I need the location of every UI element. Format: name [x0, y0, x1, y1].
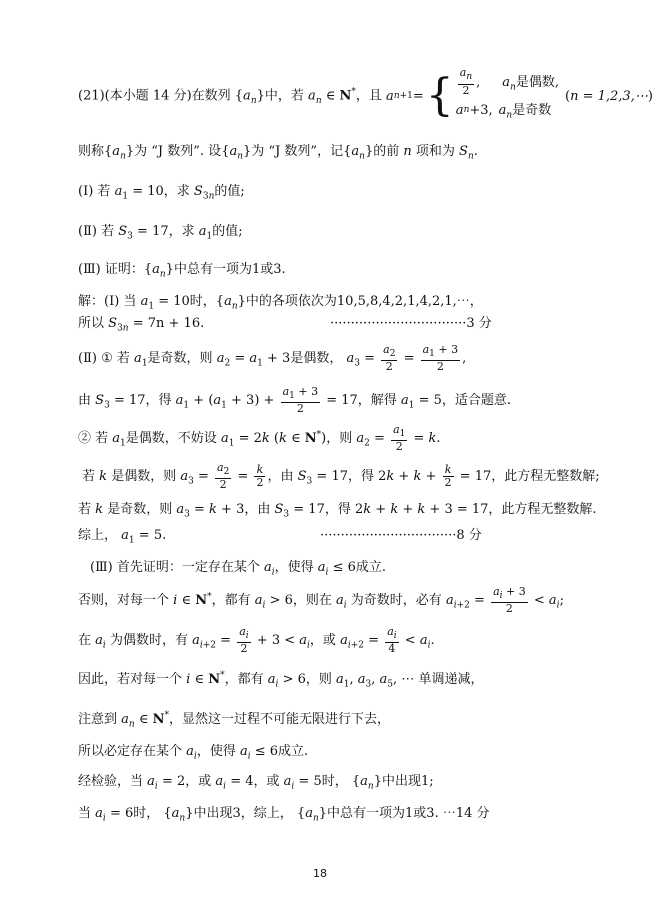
question-2: (Ⅱ) 若 $S_3 = 17$，求 $a_1$的值; — [78, 224, 243, 242]
solution-line-10: 否则，对每一个 i ∈ N*，都有 $a_i > 6$，则在 $a_i$ 为奇数时，必有 $a_{i+2}$ = $\frac{a_i + 3}{2}$ < $a_i$; — [78, 585, 564, 616]
problem-header: (21)(本小题 14 分)在数列 $\{a_n\}$中，若 $a_n$ ∈ N*，且 a n+1 = { $\frac{a_n}{2}$ , $a_n$是偶数, a n +3, $a_n$是奇数 (n = 1,2,3,⋯) — [78, 68, 653, 124]
score-3: ·································3 分 — [330, 316, 492, 331]
solution-line-8: 综上， $a_1 = 5$. — [78, 528, 167, 546]
solution-line-11: 在 $a_i$ 为偶数时，有 $a_{i+2}$ = $\frac{a_i}{2}$ + $3 < a_i$，或 $a_{i+2}$ = $\frac{a_i}{4}$ < $a_i$. — [78, 625, 435, 656]
solution-line-15: 经检验，当 $a_i = 2$，或 $a_i = 4$，或 $a_i = 5$时， $\{a_n\}$中出现1; — [78, 774, 434, 792]
solution-line-13: 注意到 $a_n$ ∈ N*，显然这一过程不可能无限进行下去， — [78, 710, 391, 730]
solution-line-1: 解：(Ⅰ) 当 $a_1 = 10$时，$\{a_n\}$中的各项依次为10,5,8,4,2,1,4,2,1,⋯， — [78, 294, 483, 312]
solution-line-14: 所以必定存在某个 $a_i$，使得 $a_i \le 6$成立. — [78, 744, 309, 762]
solution-line-4: 由 $S_3 = 17$，得 $a_1 + (a_1 + 3)$ + $\frac{a_1 + 3}{2}$ = 17，解得 $a_1 = 5$，适合题意. — [78, 385, 512, 416]
piecewise-definition: a n+1 = { $\frac{a_n}{2}$ , $a_n$是偶数, a n +3, $a_n$是奇数 (n = 1,2,3,⋯) — [386, 66, 653, 121]
solution-line-16: 当 $a_i = 6$时， $\{a_n\}$中出现3，综上， $\{a_n\}$中总有一项为1或3. ⋯14 分 — [78, 806, 490, 824]
definition-line: 则称$\{a_n\}$为 “J 数列”. 设$\{a_n\}$为 “J 数列”，记$\{a_n\}$的前 n 项和为 $S_n$. — [78, 144, 478, 162]
solution-line-5: ② 若 $a_1$是偶数，不妨设 $a_1 = 2k$ (k ∈ N*)，则 $a_2$ = $\frac{a_1}{2}$ = k. — [78, 423, 441, 454]
header-text: (21)(本小题 14 分)在数列 — [78, 88, 231, 104]
solution-line-3: (Ⅱ) ① 若 $a_1$是奇数，则 $a_2 = a_1 + 3$是偶数， $a_3$ = $\frac{a_2}{2}$ = $\frac{a_1 + 3}{2}$ , — [78, 343, 467, 374]
solution-line-7: 若 k 是奇数，则 $a_3 = k + 3$，由 $S_3 = 17$，得 2k + k + k + 3 = 17，此方程无整数解. — [78, 502, 597, 520]
solution-line-2: 所以 $S_{3n} = 7n + 16$. — [78, 316, 205, 334]
page-number: 18 — [313, 867, 327, 880]
solution-line-6: 若 k 是偶数，则 $a_3$ = $\frac{a_2}{2}$ = $\frac{k}{2}$ ，由 $S_3 = 17$，得 2k + k + $\frac{k}{2}$ = 17，此方程无整数解; — [82, 461, 600, 492]
solution-line-9: (Ⅲ) 首先证明：一定存在某个 $a_i$，使得 $a_i \le 6$成立. — [90, 560, 387, 578]
solution-line-12: 因此，若对每一个 i ∈ N*，都有 $a_i > 6$，则 $a_1$, $a_3$, $a_5$, ⋯ 单调递减， — [78, 670, 484, 690]
question-1: (Ⅰ) 若 $a_1 = 10$，求 $S_{3n}$的值; — [78, 184, 245, 202]
question-3: (Ⅲ) 证明：$\{a_n\}$中总有一项为1或3. — [78, 262, 286, 280]
score-8: ·································8 分 — [320, 528, 482, 543]
